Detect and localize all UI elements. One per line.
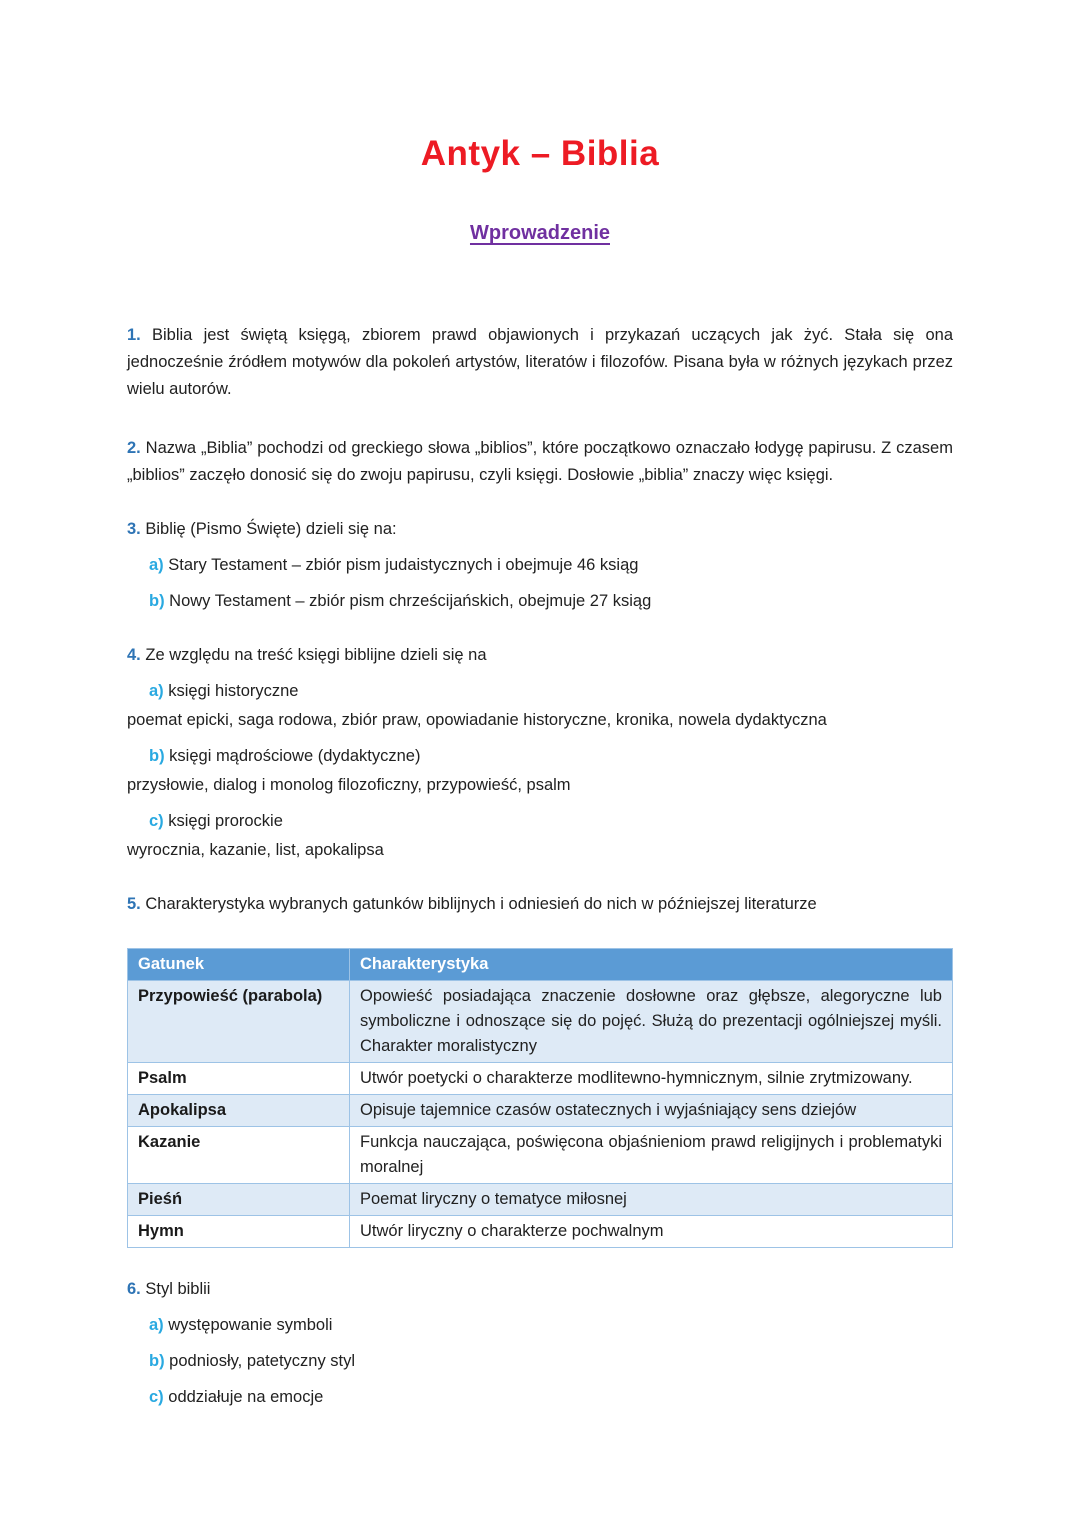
list-item-text: księgi mądrościowe (dydaktyczne) [169,747,421,765]
genre-cell: Przypowieść (parabola) [128,981,350,1063]
description-cell: Funkcja nauczająca, poświęcona objaśnieniom prawd religijnych i problematyki moralnej [350,1127,953,1184]
genre-cell: Apokalipsa [128,1095,350,1127]
list-item [149,808,953,835]
table-row [128,1216,953,1248]
list-item-detail: przysłowie, dialog i monolog filozoficzny, przypowieść, psalm [127,776,571,794]
section-6 [127,1276,953,1411]
section-5 [127,891,953,918]
description-cell: Opisuje tajemnice czasów ostatecznych i wyjaśniający sens dziejów [350,1095,953,1127]
list-letter: c) [149,812,164,830]
item-number-3: 3. [127,520,141,538]
list-item-text: podniosły, patetyczny styl [169,1352,356,1370]
section-6-heading-text: Styl biblii [145,1280,211,1298]
section-5-heading-text: Charakterystyka wybranych gatunków biblijnych i odniesień do nich w późniejszej literaturze [145,895,817,913]
list-item-text: Stary Testament – zbiór pism judaistycznych i obejmuje 46 ksiąg [168,556,639,574]
paragraph-2 [127,435,953,489]
section-3-heading-text: Biblię (Pismo Święte) dzieli się na: [145,520,397,538]
section-5-heading [127,891,953,918]
table-row [128,1127,953,1184]
paragraph-1-text: Biblia jest świętą księgą, zbiorem prawd objawionych i przykazań uczących jak żyć. Stała się ona jednocześnie źródłem motywów dla pokoleń artystów, literatów i filozofów. Pisana była w różnych językach przez wielu autorów. [127,326,953,398]
table-row [128,1184,953,1216]
table-row [128,1095,953,1127]
list-letter: b) [149,747,165,765]
list-item-text: księgi prorockie [168,812,283,830]
description-cell: Poemat liryczny o tematyce miłosnej [350,1184,953,1216]
list-letter: b) [149,1352,165,1370]
section-4-heading [127,642,953,669]
section-4-heading-text: Ze względu na treść księgi biblijne dzieli się na [145,646,487,664]
genres-table [127,948,953,1248]
list-item-text: księgi historyczne [168,682,299,700]
genre-cell: Hymn [128,1216,350,1248]
list-item [149,1348,953,1375]
table-row [128,981,953,1063]
description-cell: Opowieść posiadająca znaczenie dosłowne oraz głębsze, alegoryczne lub symboliczne i odnoszące się do pojęć. Służą do prezentacji ogólniejszej myśli. Charakter moralistyczny [350,981,953,1063]
genre-cell: Kazanie [128,1127,350,1184]
column-header-genre: Gatunek [128,949,350,981]
list-letter: b) [149,592,165,610]
list-letter: a) [149,556,164,574]
list-item [149,743,953,770]
item-number-6: 6. [127,1280,141,1298]
column-header-characteristic: Charakterystyka [350,949,953,981]
list-letter: c) [149,1388,164,1406]
section-3 [127,516,953,615]
section-subtitle [127,221,953,246]
page-title: Antyk – Biblia [420,134,660,173]
list-item [149,1384,953,1411]
genres-table-wrapper [127,948,953,1248]
list-item [149,588,953,615]
list-item [149,1312,953,1339]
list-item-detail: poemat epicki, saga rodowa, zbiór praw, opowiadanie historyczne, kronika, nowela dydaktyczna [127,711,827,729]
paragraph-1 [127,322,953,403]
section-4 [127,642,953,864]
section-6-heading [127,1276,953,1303]
item-number-4: 4. [127,646,141,664]
list-letter: a) [149,682,164,700]
section-3-heading [127,516,953,543]
list-item [149,552,953,579]
section-1 [127,322,953,403]
item-number-5: 5. [127,895,141,913]
genre-cell: Pieśń [128,1184,350,1216]
table-row [128,1063,953,1095]
list-item [149,678,953,705]
table-header-row [128,949,953,981]
list-item-detail: wyrocznia, kazanie, list, apokalipsa [127,841,384,859]
item-number-2: 2. [127,439,141,457]
description-cell: Utwór poetycki o charakterze modlitewno-hymnicznym, silnie zrytmizowany. [350,1063,953,1095]
subtitle-text: Wprowadzenie [469,222,610,244]
description-cell: Utwór liryczny o charakterze pochwalnym [350,1216,953,1248]
list-letter: a) [149,1316,164,1334]
section-2 [127,435,953,489]
list-item-text: występowanie symboli [168,1316,333,1334]
item-number-1: 1. [127,326,141,344]
list-item-text: oddziałuje na emocje [168,1388,324,1406]
paragraph-2-text: Nazwa „Biblia” pochodzi od greckiego słowa „biblios”, które początkowo oznaczało łodygę papirusu. Z czasem „biblios” zaczęło donosić się do zwoju papirusu, czyli księgi. Dosłowie „biblia” znaczy więc księgi. [127,439,953,484]
genre-cell: Psalm [128,1063,350,1095]
list-item-text: Nowy Testament – zbiór pism chrześcijańskich, obejmuje 27 ksiąg [169,592,652,610]
